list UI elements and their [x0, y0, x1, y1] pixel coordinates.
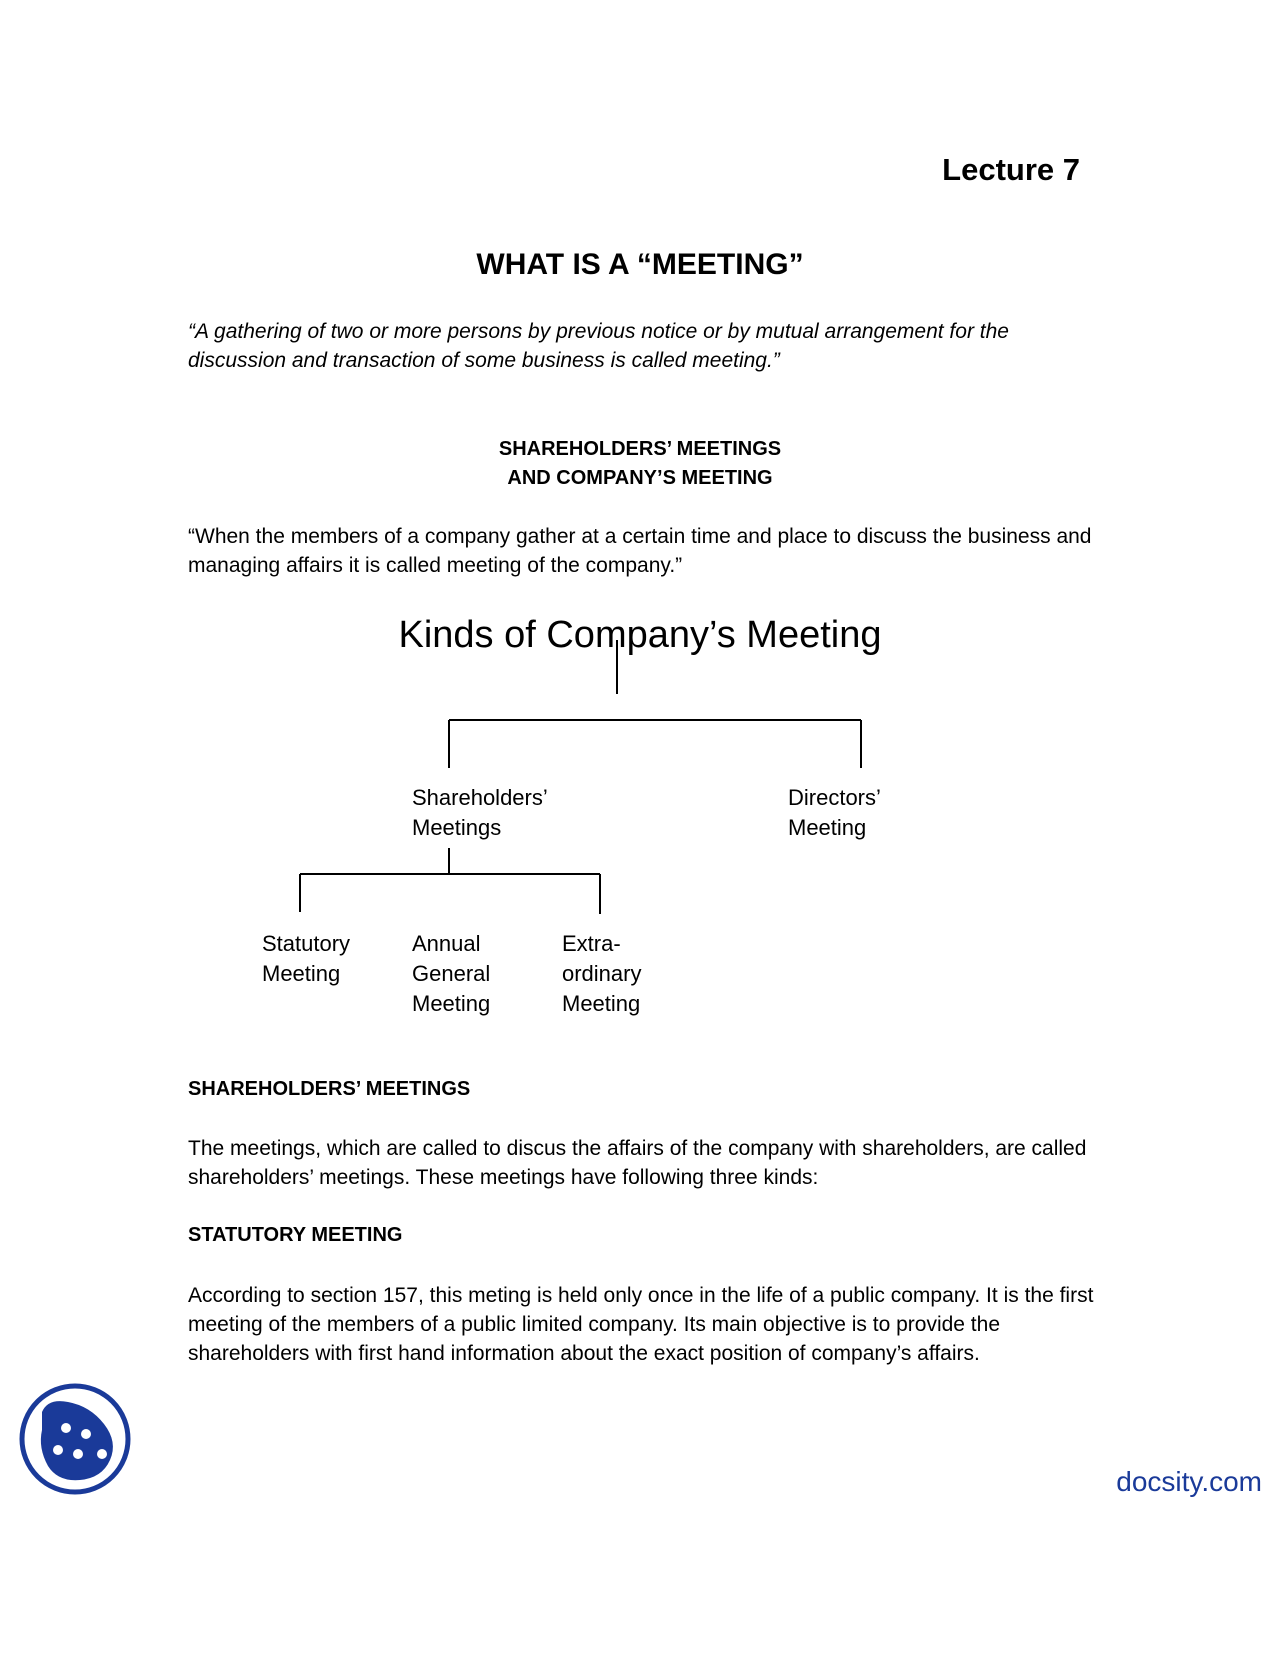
- company-meeting-definition: “When the members of a company gather at a certain time and place to discuss the business and managing affairs it is called meeting of the company.”: [188, 525, 1092, 577]
- diagram-node-statutory: Statutory Meeting: [262, 931, 351, 986]
- section-heading-shareholders-meetings: SHAREHOLDERS’ MEETINGS: [188, 1078, 471, 1100]
- page-title: WHAT IS A “MEETING”: [476, 248, 804, 281]
- section-text-statutory-meeting: According to section 157, this meting is held only once in the life of a public company. It is the first meeting of the members of a public limited company. Its main objective is to provide the shareholders with first hand information about the exact position of company’s affairs.: [188, 1284, 1094, 1365]
- docsity-logo-icon: [18, 1382, 132, 1496]
- diagram-node-shareholders: Shareholders’ Meetings: [412, 785, 547, 840]
- docsity-brand-link[interactable]: docsity.com: [1116, 1466, 1262, 1497]
- lecture-number: Lecture 7: [942, 152, 1080, 187]
- diagram-node-extraordinary: Extra- ordinary Meeting: [562, 931, 642, 1016]
- diagram-title: Kinds of Company’s Meeting: [398, 614, 882, 656]
- diagram-node-annual: Annual General Meeting: [412, 931, 491, 1016]
- subheading-line-2: AND COMPANY’S MEETING: [507, 467, 773, 489]
- subheading-line-1: SHAREHOLDERS’ MEETINGS: [498, 438, 782, 460]
- section-heading-statutory-meeting: STATUTORY MEETING: [188, 1224, 403, 1246]
- diagram-node-directors: Directors’ Meeting: [788, 785, 881, 840]
- section-text-shareholders-meetings: The meetings, which are called to discus the affairs of the company with shareholders, are called shareholders’ meetings. These meetings have following three kinds:: [188, 1137, 1087, 1189]
- meeting-definition: “A gathering of two or more persons by previous notice or by mutual arrangement for the discussion and transaction of some business is called meeting.”: [188, 320, 1009, 372]
